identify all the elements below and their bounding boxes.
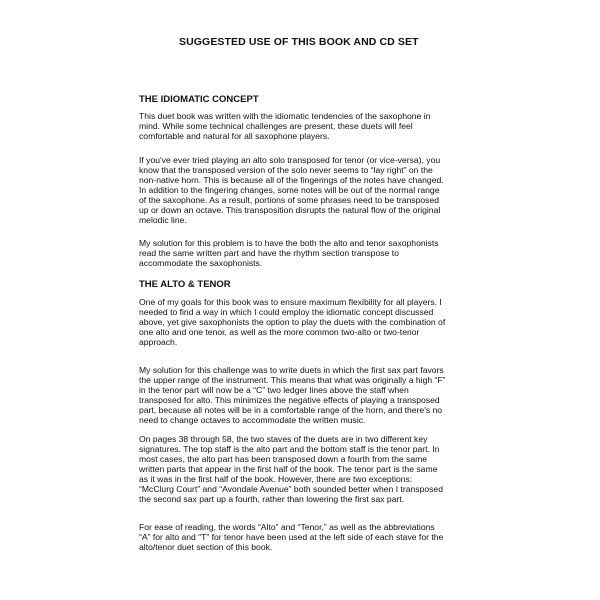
text-line: most cases, the alto part has been transposed down a fourth from the same <box>139 454 428 465</box>
paragraph <box>139 238 464 268</box>
text-line: need to change octaves to accommodate the written music. <box>139 415 366 426</box>
text-line: transposed for alto. This minimizes the negative effects of playing a transposed <box>139 395 440 406</box>
text-line: alto/tenor duet section of this book. <box>139 542 273 553</box>
text-line: For ease of reading, the words “Alto” and “Tenor,” as well as the abbreviations <box>139 522 435 532</box>
text-line: written parts that appear in the first half of the book. The tenor part is the same <box>139 464 438 475</box>
text-line: the upper range of the instrument. This means that what was originally a high “F” <box>139 375 446 386</box>
text-line: My solution for this problem is to have the both the alto and tenor saxophonists <box>139 238 439 248</box>
text-line: In addition to the fingering changes, some notes will be out of the normal range <box>139 185 440 196</box>
paragraph <box>139 365 464 425</box>
document-page <box>139 0 464 600</box>
text-line: of the saxophone. As a result, portions of some phrases need to be transposed <box>139 195 440 206</box>
text-line: melodic line. <box>139 215 187 226</box>
text-line: one alto and one tenor, as well as the more common two-alto or two-tenor <box>139 327 420 338</box>
text-line: part, because all notes will be in a comfortable range of the horn, and there's no <box>139 405 443 416</box>
text-line: On pages 38 through 58, the two staves of the duets are in two different key <box>139 434 428 444</box>
text-line: comfortable and natural for all saxophone players. <box>139 131 330 142</box>
section-heading-idiomatic-concept: THE IDIOMATIC CONCEPT <box>139 94 259 105</box>
text-line: My solution for this challenge was to write duets in which the first sax part favors <box>139 365 444 375</box>
text-line: mind. While some technical challenges are present, these duets will feel <box>139 121 413 132</box>
text-line: One of my goals for this book was to ensure maximum flexibility for all players. I <box>139 297 442 307</box>
text-line: the second sax part up a fourth, rather than lowering the first sax part. <box>139 494 405 505</box>
text-line: in the tenor part will now be a “C” two ledger lines above the staff when <box>139 385 409 396</box>
text-line: approach. <box>139 337 178 348</box>
text-line: read the same written part and have the rhythm section transpose to <box>139 248 399 259</box>
text-line: above, yet give saxophonists the option to play the duets with the combination of <box>139 317 446 328</box>
text-line: accommodate the saxophonists. <box>139 258 263 269</box>
text-line: needed to find a way in which I could employ the idiomatic concept discussed <box>139 307 434 318</box>
text-line: signatures. The top staff is the alto part and the bottom staff is the tenor part. In <box>139 444 440 455</box>
document-title: SUGGESTED USE OF THIS BOOK AND CD SET <box>179 36 419 48</box>
paragraph <box>139 297 464 347</box>
text-line: non-native horn. This is because all of the fingerings of the notes have changed. <box>139 175 444 186</box>
text-line: If you've ever tried playing an alto solo transposed for tenor (or vice-versa), you <box>139 155 441 165</box>
text-line: as it was in the first half of the book. However, there are two exceptions: <box>139 474 413 485</box>
text-line: “A” for alto and “T” for tenor have been used at the left side of each stave for the <box>139 532 444 543</box>
text-line: This duet book was written with the idiomatic tendencies of the saxophone in <box>139 111 431 121</box>
text-line: “McClurg Court” and “Avondale Avenue” both sounded better when I transposed <box>139 484 443 495</box>
paragraph <box>139 111 464 141</box>
paragraph <box>139 522 464 552</box>
text-line: know that the transposed version of the solo never seems to “lay right” on the <box>139 165 433 176</box>
paragraph <box>139 155 464 225</box>
text-line: up or down an octave. This transposition disrupts the natural flow of the original <box>139 205 441 216</box>
paragraph <box>139 434 464 504</box>
section-heading-alto-tenor: THE ALTO & TENOR <box>139 279 231 290</box>
